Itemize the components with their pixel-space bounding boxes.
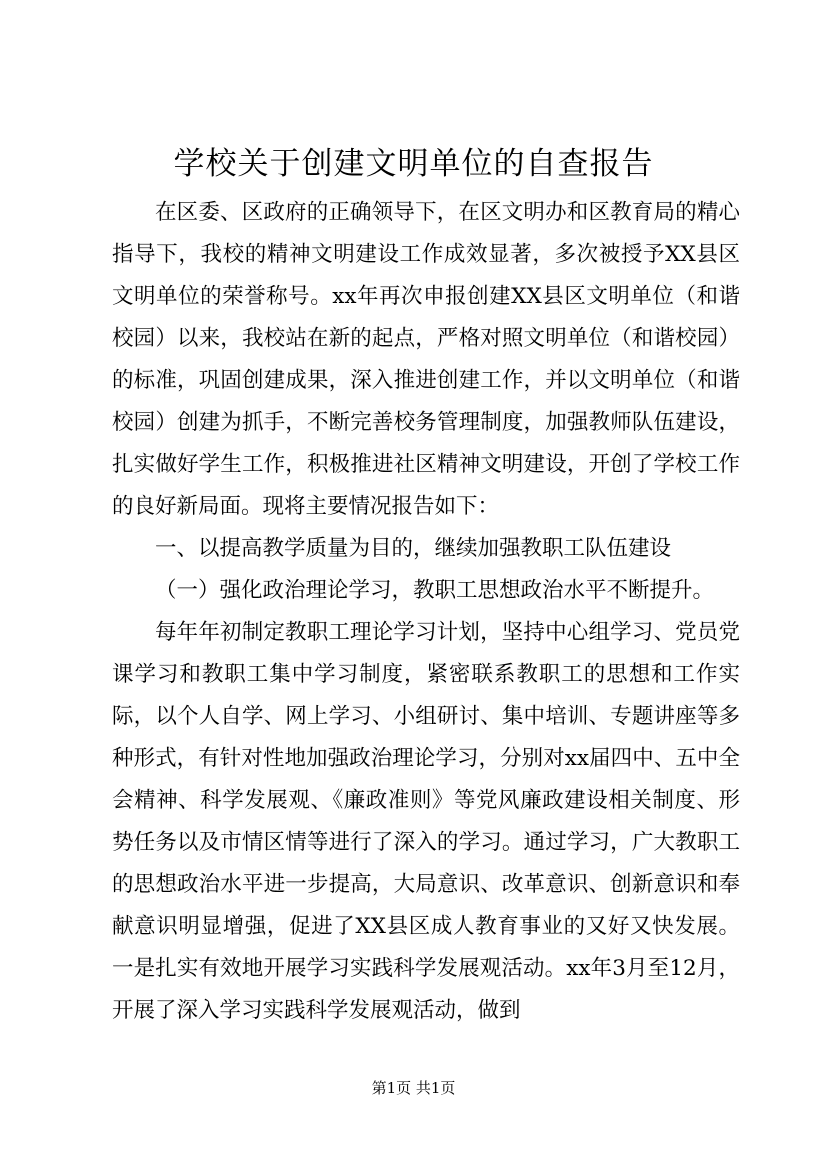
paragraph-section-heading: 一、以提高教学质量为目的，继续加强教职工队伍建设 xyxy=(155,536,672,561)
paragraph-intro: 在区委、区政府的正确领导下，在区文明办和区教育局的精心指导下，我校的精神文明建设工作成效显著，多次被授予XX县区文明单位的荣誉称号。xx年再次申报创建XX县区文明单位（和谐校园）以来，我校站在新的起点，严格对照文明单位（和谐校园）的标准，巩固创建成果，深入推进创建工作，并以文明单位（和谐校园）创建为抓手，不断完善校务管理制度，加强教师队伍建设，扎实做好学生工作，积极推进社区精神文明建设，开创了学校工作的良好新局面。现将主要情况报告如下： xyxy=(112,200,740,519)
paragraph-subsection-heading: （一）强化政治理论学习，教职工思想政治水平不断提升。 xyxy=(155,578,715,603)
paragraph-study-details: 每年年初制定教职工理论学习计划，坚持中心组学习、党员党课学习和教职工集中学习制度，紧密联系教职工的思想和工作实际，以个人自学、网上学习、小组研讨、集中培训、专题讲座等多种形式，有针对性地加强政治理论学习，分别对xx届四中、五中全会精神、科学发展观、《廉政准则》等党风廉政建设相关制度、形势任务以及市情区情等进行了深入的学习。通过学习，广大教职工的思想政治水平进一步提高，大局意识、改革意识、创新意识和奉献意识明显增强，促进了XX县区成人教育事业的又好又快发展。一是扎实有效地开展学习实践科学发展观活动。xx年3月至12月，开展了深入学习实践科学发展观活动，做到 xyxy=(112,620,740,1023)
document-title: 学校关于创建文明单位的自查报告 xyxy=(173,146,654,182)
page-footer: 第1页 共1页 xyxy=(371,1079,456,1097)
document-body xyxy=(112,192,740,1032)
